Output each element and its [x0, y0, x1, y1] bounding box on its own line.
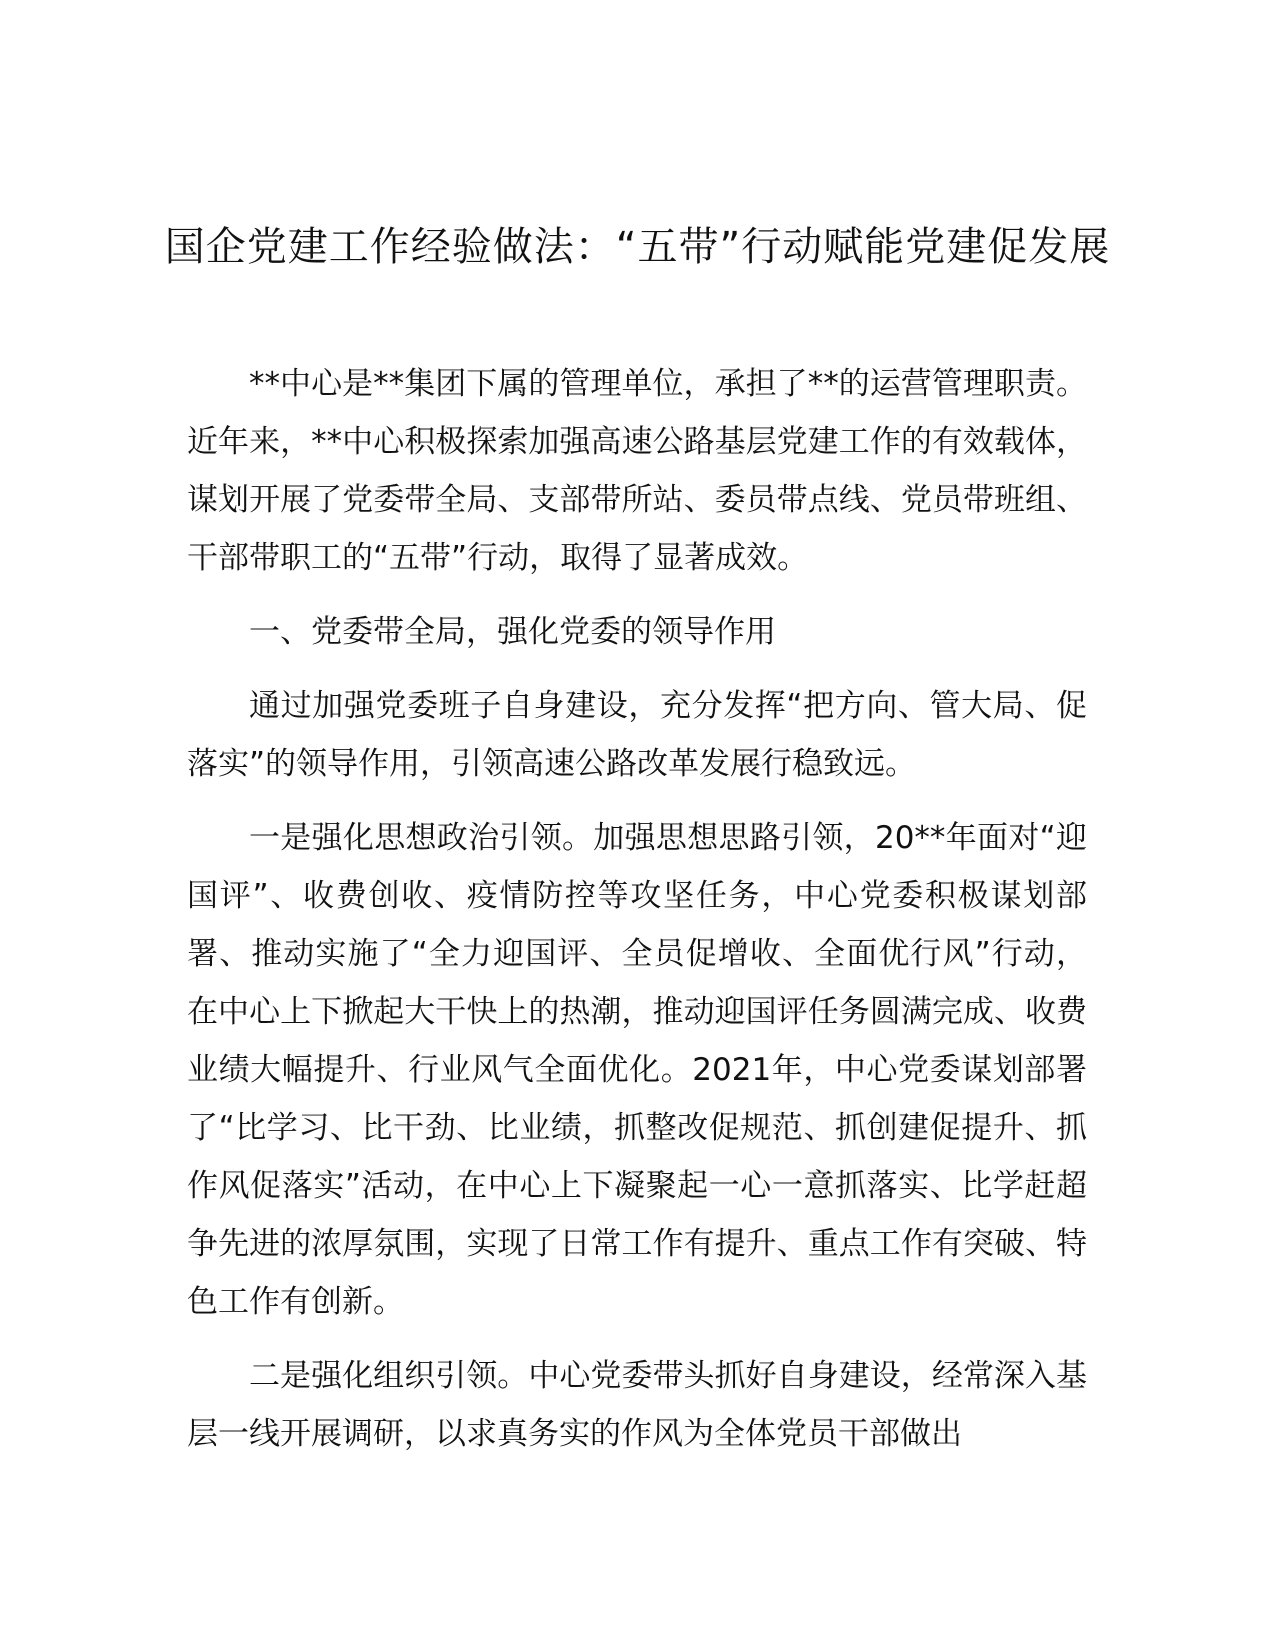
- section-heading: 一、党委带全局，强化党委的领导作用: [249, 614, 776, 650]
- document-body: [187, 355, 1087, 1479]
- point-one-paragraph: 一是强化思想政治引领。加强思想思路引领，20**年面对“迎国评”、收费创收、疫情防控等攻坚任务，中心党委积极谋划部署、推动实施了“全力迎国评、全员促增收、全面优行风”行动，在中心上下掀起大干快上的热潮，推动迎国评任务圆满完成、收费业绩大幅提升、行业风气全面优化。2021年，中心党委谋划部署了“比学习、比干劲、比业绩，抓整改促规范、抓创建促提升、抓作风促落实”活动，在中心上下凝聚起一心一意抓落实、比学赶超争先进的浓厚氛围，实现了日常工作有提升、重点工作有突破、特色工作有创新。: [187, 820, 1087, 1320]
- section-summary-paragraph: 通过加强党委班子自身建设，充分发挥“把方向、管大局、促落实”的领导作用，引领高速公路改革发展行稳致远。: [187, 688, 1087, 782]
- point-two-paragraph: 二是强化组织引领。中心党委带头抓好自身建设，经常深入基层一线开展调研，以求真务实的作风为全体党员干部做出: [187, 1358, 1087, 1452]
- document-title: 国企党建工作经验做法：“五带”行动赋能党建促发展: [164, 224, 1111, 270]
- intro-paragraph: **中心是**集团下属的管理单位，承担了**的运营管理职责。近年来，**中心积极探索加强高速公路基层党建工作的有效载体，谋划开展了党委带全局、支部带所站、委员带点线、党员带班组、干部带职工的“五带”行动，取得了显著成效。: [187, 366, 1087, 576]
